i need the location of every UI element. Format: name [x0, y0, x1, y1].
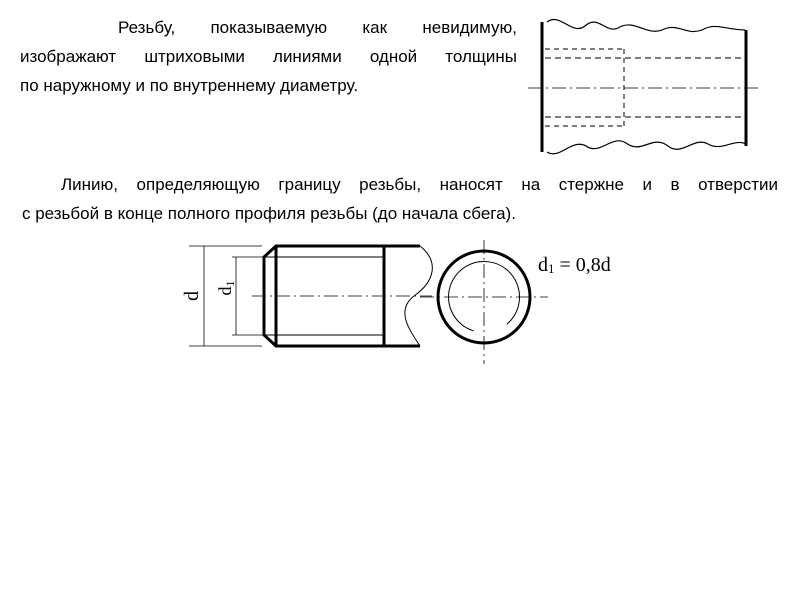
hidden-thread-drawing [528, 20, 762, 154]
dimension-label-d1: d1 [215, 280, 237, 296]
break-line-bottom [547, 141, 746, 154]
paragraph-line: с резьбой в конце полного профиля резьбы (до начала сбега). [22, 204, 516, 223]
paragraph-line: изображают штриховыми линиями одной толщины [20, 47, 517, 66]
paragraph-line: по наружному и по внутреннему диаметру. [20, 76, 359, 95]
break-line-top [547, 20, 745, 32]
paragraph-line: Резьбу, показываемую как невидимую, [118, 18, 517, 37]
formula-label: d1 = 0,8d [538, 254, 611, 276]
end-view-drawing [420, 240, 548, 364]
dimension-label-d: d [181, 291, 203, 301]
paragraph-line: Линию, определяющую границу резьбы, наносят на стержне и в отверстии [61, 175, 778, 194]
